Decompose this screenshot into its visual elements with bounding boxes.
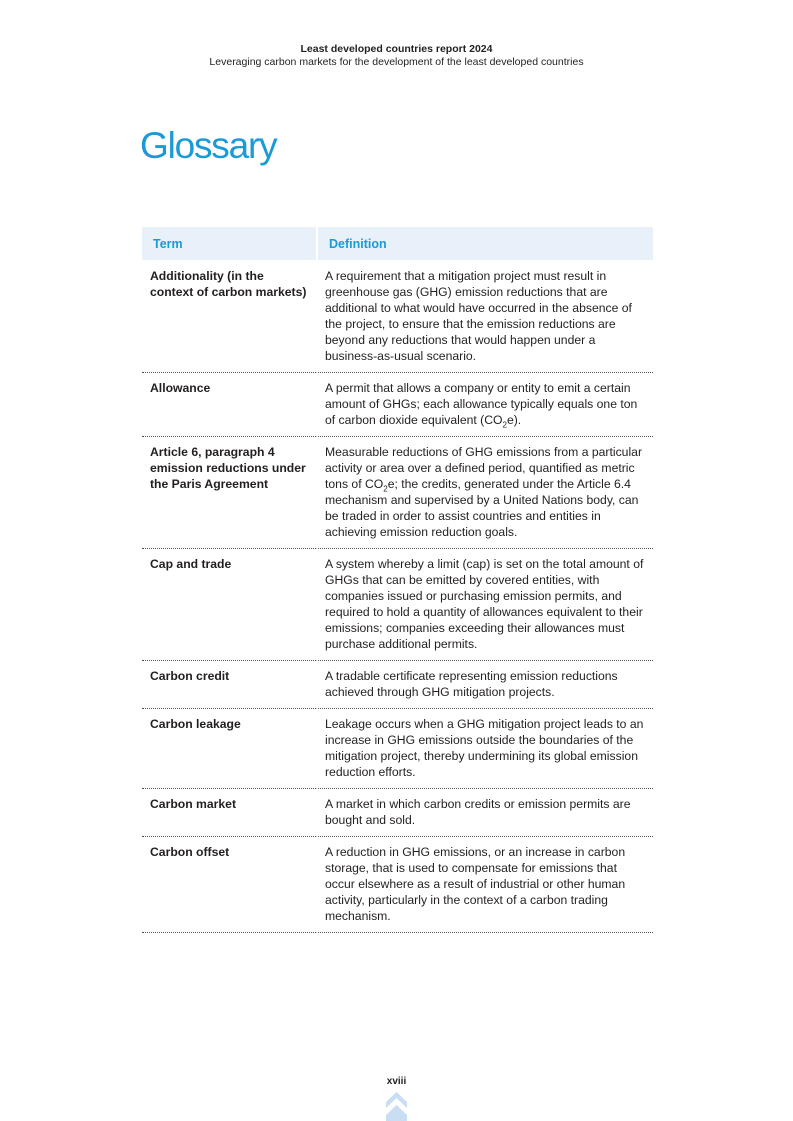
glossary-definition xyxy=(316,437,653,549)
glossary-definition xyxy=(316,709,653,789)
table-row xyxy=(142,260,653,373)
definition-text: Leakage occurs when a GHG mitigation project leads to an increase in GHG emissions outside the boundaries of the mitigation project, thereby undermining its global emission reduction efforts. xyxy=(325,717,644,779)
column-header-term: Term xyxy=(142,227,316,260)
table-row xyxy=(142,837,653,933)
definition-text: A system whereby a limit (cap) is set on the total amount of GHGs that can be emitted by covered entities, with companies issued or purchasing emission permits, and required to hold a quantity of allowances equivalent to their emissions; companies exceeding their allowances must purchase additional permits. xyxy=(325,557,644,651)
glossary-definition xyxy=(316,789,653,837)
report-title: Least developed countries report 2024 xyxy=(300,43,493,55)
glossary-definition xyxy=(316,661,653,709)
definition-text: A permit that allows a company or entity to emit a certain amount of GHGs; each allowance typically equals one ton of carbon dioxide equivalent (CO xyxy=(325,381,638,427)
table-header-row xyxy=(142,227,653,260)
subscript: 2 xyxy=(502,420,507,430)
table-row xyxy=(142,373,653,437)
glossary-definition xyxy=(316,837,653,933)
running-header xyxy=(0,43,793,68)
glossary-term: Additionality (in the context of carbon markets) xyxy=(142,260,316,373)
glossary-term: Carbon leakage xyxy=(142,709,316,789)
page-number: xviii xyxy=(386,1076,407,1087)
glossary-definition xyxy=(316,373,653,437)
glossary-term: Article 6, paragraph 4 emission reductions under the Paris Agreement xyxy=(142,437,316,549)
definition-text: A market in which carbon credits or emission permits are bought and sold. xyxy=(325,797,631,827)
glossary-term: Carbon credit xyxy=(142,661,316,709)
definition-text: A requirement that a mitigation project must result in greenhouse gas (GHG) emission reductions that are additional to what would have occurred in the absence of the project, to ensure that the emission reductions are beyond any reductions that would happen under a business-as-usual scenario. xyxy=(325,269,632,363)
glossary-definition xyxy=(316,549,653,661)
definition-text: e; the credits, generated under the Article 6.4 mechanism and supervised by a United Nations body, can be traded in order to assist countries and entities in achieving emission reduction goals. xyxy=(325,477,639,539)
table-row xyxy=(142,709,653,789)
table-row xyxy=(142,789,653,837)
glossary-term: Allowance xyxy=(142,373,316,437)
page-title: Glossary xyxy=(140,125,277,166)
glossary-term: Cap and trade xyxy=(142,549,316,661)
glossary-term: Carbon market xyxy=(142,789,316,837)
definition-text: A reduction in GHG emissions, or an increase in carbon storage, that is used to compensate for emissions that occur elsewhere as a result of industrial or other human activity, particularly in the context of a carbon trading mechanism. xyxy=(325,845,626,923)
definition-text: A tradable certificate representing emission reductions achieved through GHG mitigation projects. xyxy=(325,669,618,699)
report-subtitle: Leveraging carbon markets for the development of the least developed countries xyxy=(209,56,584,68)
table-row xyxy=(142,661,653,709)
table-row xyxy=(142,437,653,549)
subscript: 2 xyxy=(383,484,388,494)
glossary-body xyxy=(142,260,653,933)
column-header-definition: Definition xyxy=(316,227,653,260)
table-row xyxy=(142,549,653,661)
definition-text: e). xyxy=(506,413,522,427)
glossary-term: Carbon offset xyxy=(142,837,316,933)
glossary-table xyxy=(142,227,653,933)
definition-text: Measurable reductions of GHG emissions from a particular activity or area over a defined period, quantified as metric tons of CO xyxy=(325,445,642,491)
glossary-definition xyxy=(316,260,653,373)
double-chevron-up-icon xyxy=(386,1090,407,1121)
